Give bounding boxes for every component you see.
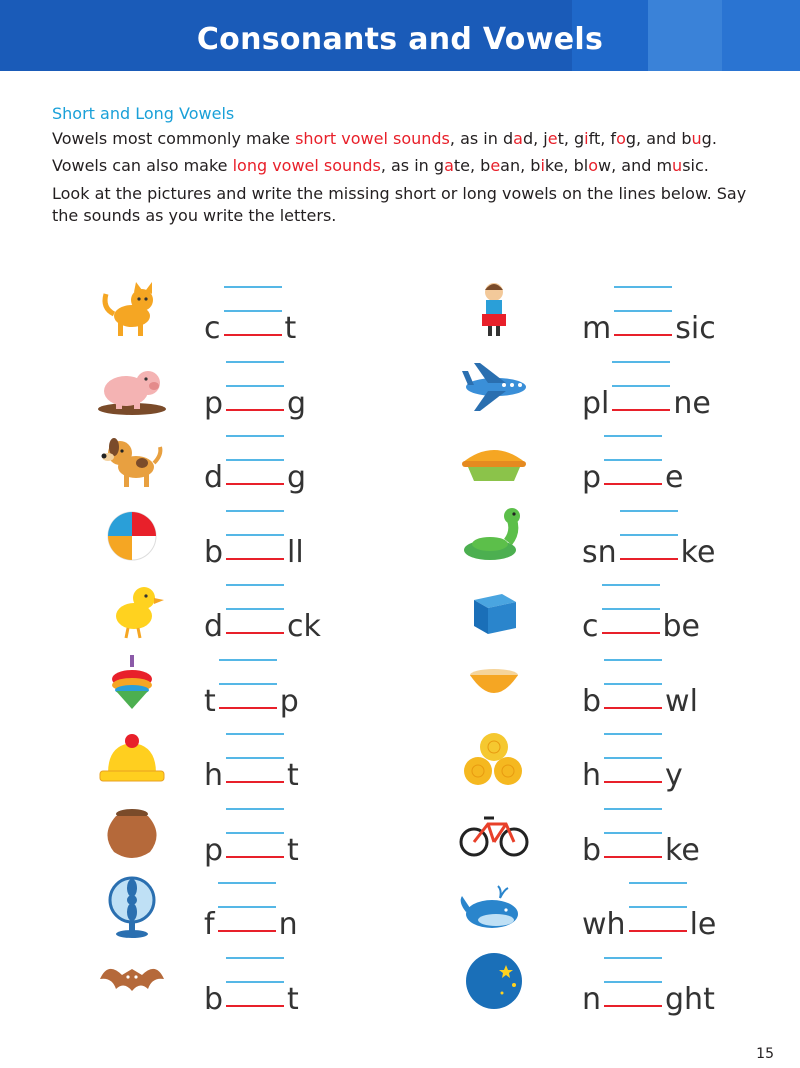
- word-suffix: ll: [287, 534, 304, 570]
- vowel-writing-blank[interactable]: [226, 584, 284, 644]
- word-cube: [582, 584, 700, 644]
- word-pig: [204, 361, 306, 421]
- vowel-writing-blank[interactable]: [218, 882, 276, 942]
- word-prefix: t: [204, 683, 216, 719]
- word-cat: [204, 286, 296, 346]
- word-prefix: p: [582, 460, 602, 495]
- page-title: Consonants and Vowels: [196, 22, 604, 57]
- text-segment: te, b: [453, 156, 491, 175]
- vowel-writing-blank[interactable]: [604, 957, 662, 1017]
- word-drummer-boy: [582, 286, 716, 346]
- highlight-text: o: [588, 156, 599, 175]
- intro-line-short: [52, 128, 772, 150]
- word-suffix: g: [287, 460, 307, 495]
- dog-picture: [96, 427, 168, 493]
- word-suffix: t: [287, 758, 299, 793]
- text-segment: t, g: [557, 129, 585, 148]
- word-suffix: ke: [665, 832, 700, 868]
- highlight-text: long vowel sounds: [232, 156, 381, 175]
- word-duck: [204, 584, 321, 644]
- word-prefix: c: [582, 609, 599, 644]
- word-suffix: t: [287, 832, 299, 868]
- word-suffix: p: [279, 683, 299, 719]
- highlight-text: a: [513, 129, 523, 148]
- vowel-writing-blank[interactable]: [604, 808, 662, 868]
- word-suffix: le: [689, 907, 717, 942]
- highlight-text: e: [490, 156, 501, 175]
- vowel-writing-blank[interactable]: [612, 361, 670, 421]
- whale-picture: [458, 874, 530, 940]
- instructions: Look at the pictures and write the missing short or long vowels on the lines below. Say the sounds as you write the letters.: [52, 184, 747, 225]
- text-segment: , as in g: [380, 156, 445, 175]
- bowl-picture: [458, 651, 530, 717]
- hay-picture: [458, 725, 530, 791]
- word-suffix: wl: [665, 683, 698, 719]
- word-prefix: c: [204, 311, 221, 346]
- text-segment: d, j: [522, 129, 548, 148]
- word-pot: [204, 808, 299, 868]
- vowel-writing-blank[interactable]: [226, 733, 284, 793]
- word-prefix: wh: [582, 907, 626, 942]
- word-ball: [204, 510, 304, 570]
- word-hat: [204, 733, 299, 793]
- night-picture: [458, 949, 530, 1015]
- word-plane: [582, 361, 711, 421]
- vowel-writing-blank[interactable]: [226, 957, 284, 1017]
- word-whale: [582, 882, 716, 942]
- title-banner: [0, 0, 800, 71]
- intro-line-long: [52, 155, 772, 177]
- text-segment: g.: [701, 129, 717, 148]
- cube-picture: [458, 576, 530, 642]
- vowel-writing-blank[interactable]: [226, 361, 284, 421]
- text-segment: ft, f: [588, 129, 617, 148]
- vowel-writing-blank[interactable]: [226, 808, 284, 868]
- vowel-writing-blank[interactable]: [602, 584, 660, 644]
- text-segment: Vowels most commonly make: [52, 129, 296, 148]
- text-segment: Vowels can also make: [52, 156, 233, 175]
- word-suffix: g: [287, 385, 307, 421]
- text-segment: , as in d: [449, 129, 514, 148]
- vowel-writing-blank[interactable]: [620, 510, 678, 570]
- vowel-writing-blank[interactable]: [226, 435, 284, 495]
- page-number: 15: [756, 1046, 774, 1062]
- text-segment: an, b: [500, 156, 541, 175]
- word-prefix: b: [582, 683, 602, 719]
- word-bike: [582, 808, 700, 868]
- word-suffix: ck: [287, 609, 321, 644]
- word-prefix: h: [582, 758, 602, 793]
- highlight-text: short vowel sounds: [295, 129, 450, 148]
- pig-picture: [96, 353, 168, 419]
- word-bat: [204, 957, 299, 1017]
- section-subheading: Short and Long Vowels: [52, 104, 235, 123]
- word-suffix: be: [662, 609, 700, 644]
- word-dog: [204, 435, 306, 495]
- ball-picture: [96, 502, 168, 568]
- word-prefix: f: [204, 907, 215, 942]
- word-prefix: h: [204, 758, 224, 793]
- word-bowl: [582, 659, 698, 719]
- bat-picture: [96, 949, 168, 1015]
- vowel-writing-blank[interactable]: [226, 510, 284, 570]
- hat-picture: [96, 725, 168, 791]
- drummer-boy-picture: [458, 278, 530, 344]
- text-segment: sic.: [682, 156, 709, 175]
- highlight-text: u: [691, 129, 702, 148]
- text-segment: w, and m: [598, 156, 673, 175]
- text-segment: g, and b: [625, 129, 692, 148]
- word-prefix: b: [204, 534, 224, 570]
- highlight-text: e: [547, 129, 558, 148]
- word-prefix: sn: [582, 534, 617, 570]
- word-suffix: ght: [665, 981, 715, 1017]
- word-snake: [582, 510, 715, 570]
- word-prefix: m: [582, 311, 612, 346]
- word-suffix: e: [665, 460, 684, 495]
- word-prefix: p: [204, 832, 224, 868]
- word-suffix: ne: [673, 385, 711, 421]
- highlight-text: o: [616, 129, 626, 148]
- word-prefix: n: [582, 981, 602, 1017]
- highlight-text: i: [540, 156, 545, 175]
- word-suffix: y: [665, 758, 683, 793]
- word-prefix: b: [204, 981, 224, 1017]
- vowel-writing-blank[interactable]: [604, 435, 662, 495]
- word-suffix: ke: [680, 534, 716, 570]
- highlight-text: a: [444, 156, 454, 175]
- duck-picture: [96, 576, 168, 642]
- word-top: [204, 659, 299, 719]
- vowel-writing-blank[interactable]: [219, 659, 277, 719]
- word-prefix: d: [204, 460, 224, 495]
- cat-picture: [96, 278, 168, 344]
- word-prefix: d: [204, 609, 224, 644]
- pie-picture: [458, 427, 530, 493]
- vowel-writing-blank[interactable]: [224, 286, 282, 346]
- word-prefix: p: [204, 385, 224, 421]
- word-suffix: t: [287, 981, 299, 1017]
- word-prefix: pl: [582, 385, 610, 421]
- word-prefix: b: [582, 832, 602, 868]
- vowel-writing-blank[interactable]: [604, 733, 662, 793]
- bike-picture: [458, 800, 530, 866]
- vowel-writing-blank[interactable]: [614, 286, 672, 346]
- text-segment: ke, bl: [544, 156, 589, 175]
- vowel-writing-blank[interactable]: [629, 882, 687, 942]
- word-hay: [582, 733, 683, 793]
- word-suffix: t: [284, 311, 297, 346]
- highlight-text: u: [672, 156, 683, 175]
- top-picture: [96, 651, 168, 717]
- word-pie: [582, 435, 684, 495]
- pot-picture: [96, 800, 168, 866]
- fan-picture: [96, 874, 168, 940]
- vowel-writing-blank[interactable]: [604, 659, 662, 719]
- word-suffix: sic: [675, 311, 716, 346]
- word-night: [582, 957, 715, 1017]
- snake-picture: [458, 502, 530, 568]
- word-suffix: n: [278, 907, 298, 942]
- highlight-text: i: [584, 129, 589, 148]
- word-fan: [204, 882, 298, 942]
- plane-picture: [458, 353, 530, 419]
